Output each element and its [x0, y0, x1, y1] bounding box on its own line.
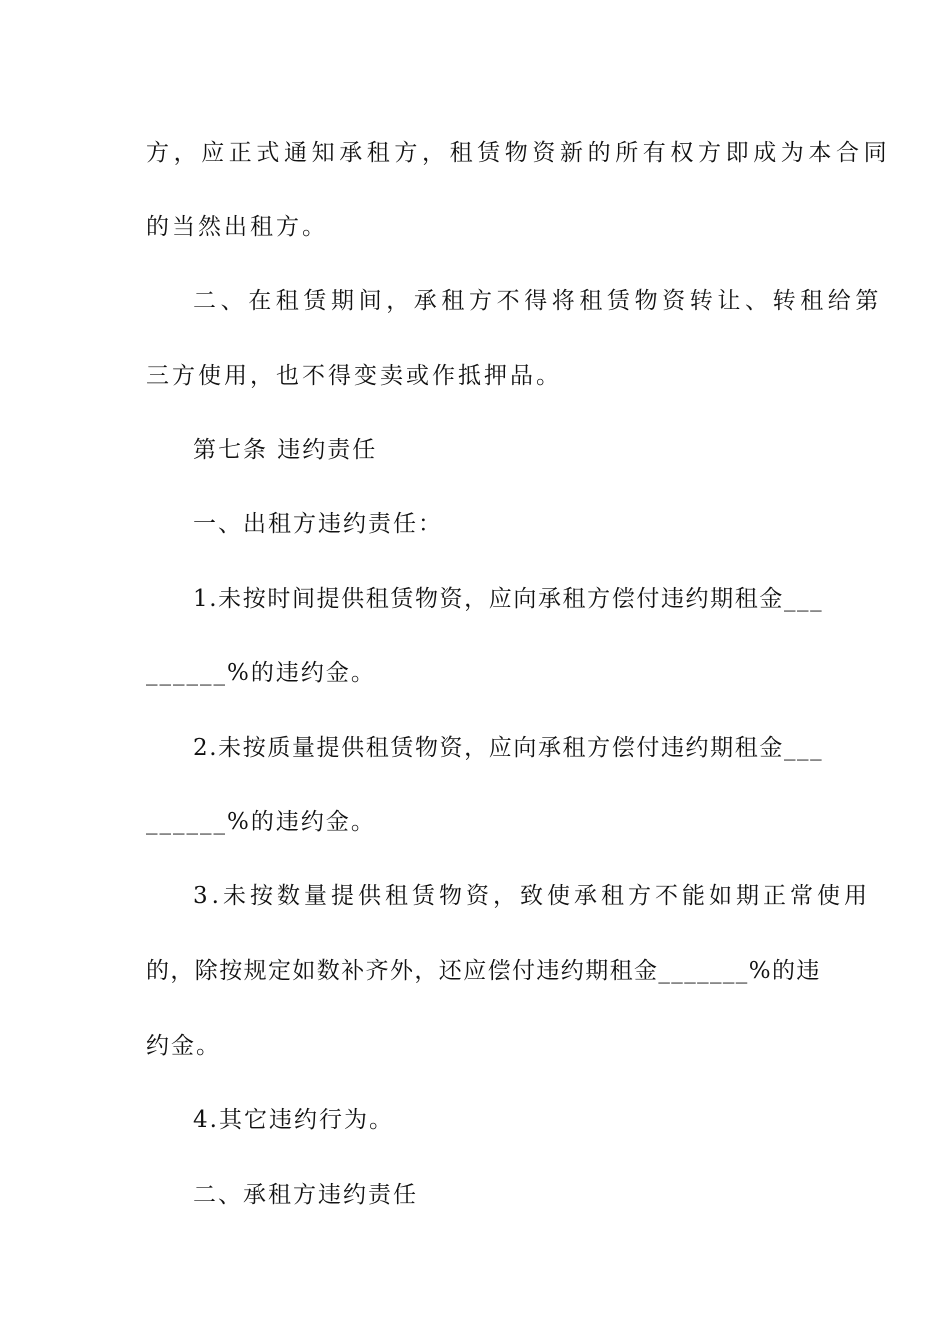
- paragraph-line: 1.未按时间提供租赁物资，应向承租方偿付违约期租金___: [193, 586, 824, 612]
- paragraph-line: 二、在租赁期间，承租方不得将租赁物资转让、转租给第: [193, 288, 883, 314]
- subsection-heading: 二、承租方违约责任: [193, 1182, 418, 1208]
- paragraph-line: 的，除按规定如数补齐外，还应偿付违约期租金_______%的违: [146, 958, 821, 984]
- section-heading: 第七条 违约责任: [193, 437, 378, 463]
- paragraph-line: ______%的违约金。: [146, 809, 376, 835]
- paragraph-line: 2.未按质量提供租赁物资，应向承租方偿付违约期租金___: [193, 735, 824, 761]
- paragraph-line: ______%的违约金。: [146, 660, 376, 686]
- paragraph-line: 的当然出租方。: [146, 214, 328, 240]
- paragraph-line: 方，应正式通知承租方，租赁物资新的所有权方即成为本合同: [146, 140, 892, 166]
- paragraph-line: 约金。: [146, 1033, 221, 1059]
- paragraph-line: 4.其它违约行为。: [193, 1107, 394, 1133]
- paragraph-line: 三方使用，也不得变卖或作抵押品。: [146, 363, 562, 389]
- subsection-heading: 一、出租方违约责任：: [193, 511, 443, 537]
- paragraph-line: 3.未按数量提供租赁物资，致使承租方不能如期正常使用: [193, 883, 871, 909]
